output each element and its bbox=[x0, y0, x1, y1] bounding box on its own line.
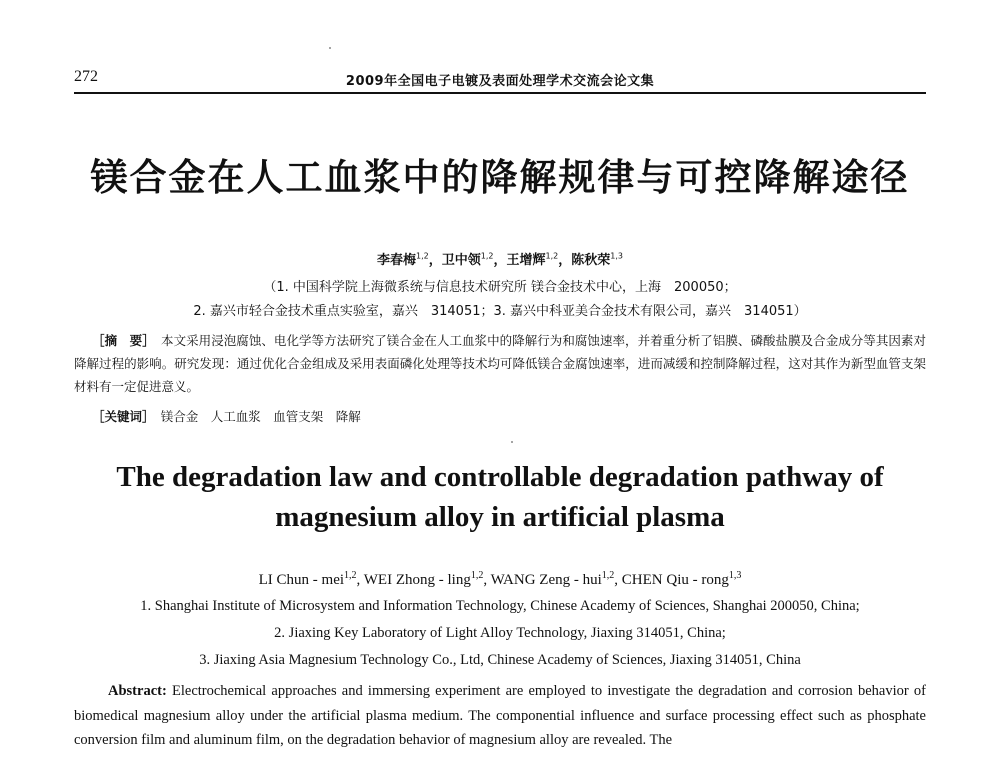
journal-title: 2009年全国电子电镀及表面处理学术交流会论文集 bbox=[345, 74, 655, 89]
keywords-chinese bbox=[92, 407, 361, 425]
author-affiliation-mark: 1,2 bbox=[470, 570, 484, 581]
author-list-english bbox=[0, 570, 1000, 589]
author-name: WEI Zhong - ling bbox=[363, 572, 471, 588]
scan-speck bbox=[329, 47, 331, 49]
keywords-list-chinese: 镁合金 人工血浆 血管支架 降解 bbox=[160, 409, 361, 424]
keywords-label-chinese: ［关键词］ bbox=[92, 409, 149, 424]
author-affiliation-mark: 1,2 bbox=[480, 251, 494, 261]
author-affiliation-mark: 1,2 bbox=[415, 251, 429, 261]
author-affiliation-mark: 1,2 bbox=[601, 570, 615, 581]
author-name: WANG Zeng - hui bbox=[490, 572, 602, 588]
author-name: 卫中领 bbox=[441, 253, 481, 268]
page-number: 272 bbox=[74, 68, 98, 85]
abstract-english bbox=[74, 679, 926, 753]
author-name: CHEN Qiu - rong bbox=[621, 572, 729, 588]
abstract-label-english: Abstract: bbox=[108, 683, 167, 699]
author-separator: ， bbox=[493, 253, 507, 268]
running-header bbox=[74, 62, 926, 94]
affiliation-line-chinese: 2. 嘉兴市轻合金技术重点实验室，嘉兴 314051；3. 嘉兴中科亚美合金技术有限公司，嘉兴 314051） bbox=[193, 304, 807, 319]
author-name: 陈秋荣 bbox=[571, 253, 611, 268]
article-title-english bbox=[0, 457, 1000, 537]
affiliation-line-chinese: （1. 中国科学院上海微系统与信息技术研究所 镁合金技术中心，上海 200050； bbox=[263, 280, 737, 295]
author-name: LI Chun - mei bbox=[258, 572, 345, 588]
affiliation-line-english: 3. Jiaxing Asia Magnesium Technology Co., Ltd, Chinese Academy of Sciences, Jiaxing 314051, China bbox=[199, 652, 801, 668]
title-line: magnesium alloy in artificial plasma bbox=[275, 501, 725, 533]
affiliation-line-english: 2. Jiaxing Key Laboratory of Light Alloy Technology, Jiaxing 314051, China; bbox=[274, 625, 726, 641]
abstract-chinese bbox=[74, 329, 926, 398]
article-title-chinese: 镁合金在人工血浆中的降解规律与可控降解途径 bbox=[90, 156, 910, 199]
author-separator: , bbox=[614, 572, 622, 588]
author-separator: , bbox=[483, 572, 491, 588]
author-separator: , bbox=[356, 572, 364, 588]
author-name: 王增辉 bbox=[506, 253, 546, 268]
author-list-chinese bbox=[0, 249, 1000, 268]
abstract-body-chinese: 本文采用浸泡腐蚀、电化学等方法研究了镁合金在人工血浆中的降解行为和腐蚀速率，并着重分析了铝膜、磷酸盐膜及合金成分等其因素对降解过程的影响。研究发现：通过优化合金组成及采用表面磷化处理等技术均可降低镁合金腐蚀速率，进而减缓和控制降解过程，这对其作为新型血管支架材料有一定促进意义。 bbox=[74, 333, 926, 394]
author-affiliation-mark: 1,3 bbox=[728, 570, 742, 581]
abstract-body-english: Electrochemical approaches and immersing experiment are employed to investigate the degradation and corrosion behavior of biomedical magnesium alloy under the artificial plasma medium. The componential influence and surface processing effect such as phosphate conversion film and aluminum film, on the degradation behavior of magnesium alloy are revealed. The bbox=[74, 683, 926, 748]
affiliation-line-english: 1. Shanghai Institute of Microsystem and Information Technology, Chinese Academy of Sciences, Shanghai 200050, China; bbox=[140, 598, 860, 614]
author-affiliation-mark: 1,2 bbox=[545, 251, 559, 261]
author-affiliation-mark: 1,2 bbox=[344, 570, 357, 581]
title-line: The degradation law and controllable degradation pathway of bbox=[116, 461, 884, 493]
author-name: 李春梅 bbox=[376, 253, 416, 268]
author-separator: ， bbox=[428, 253, 442, 268]
author-affiliation-mark: 1,3 bbox=[610, 251, 624, 261]
author-separator: ， bbox=[558, 253, 572, 268]
scan-speck bbox=[511, 441, 513, 443]
abstract-label-chinese: ［摘 要］ bbox=[92, 333, 149, 348]
